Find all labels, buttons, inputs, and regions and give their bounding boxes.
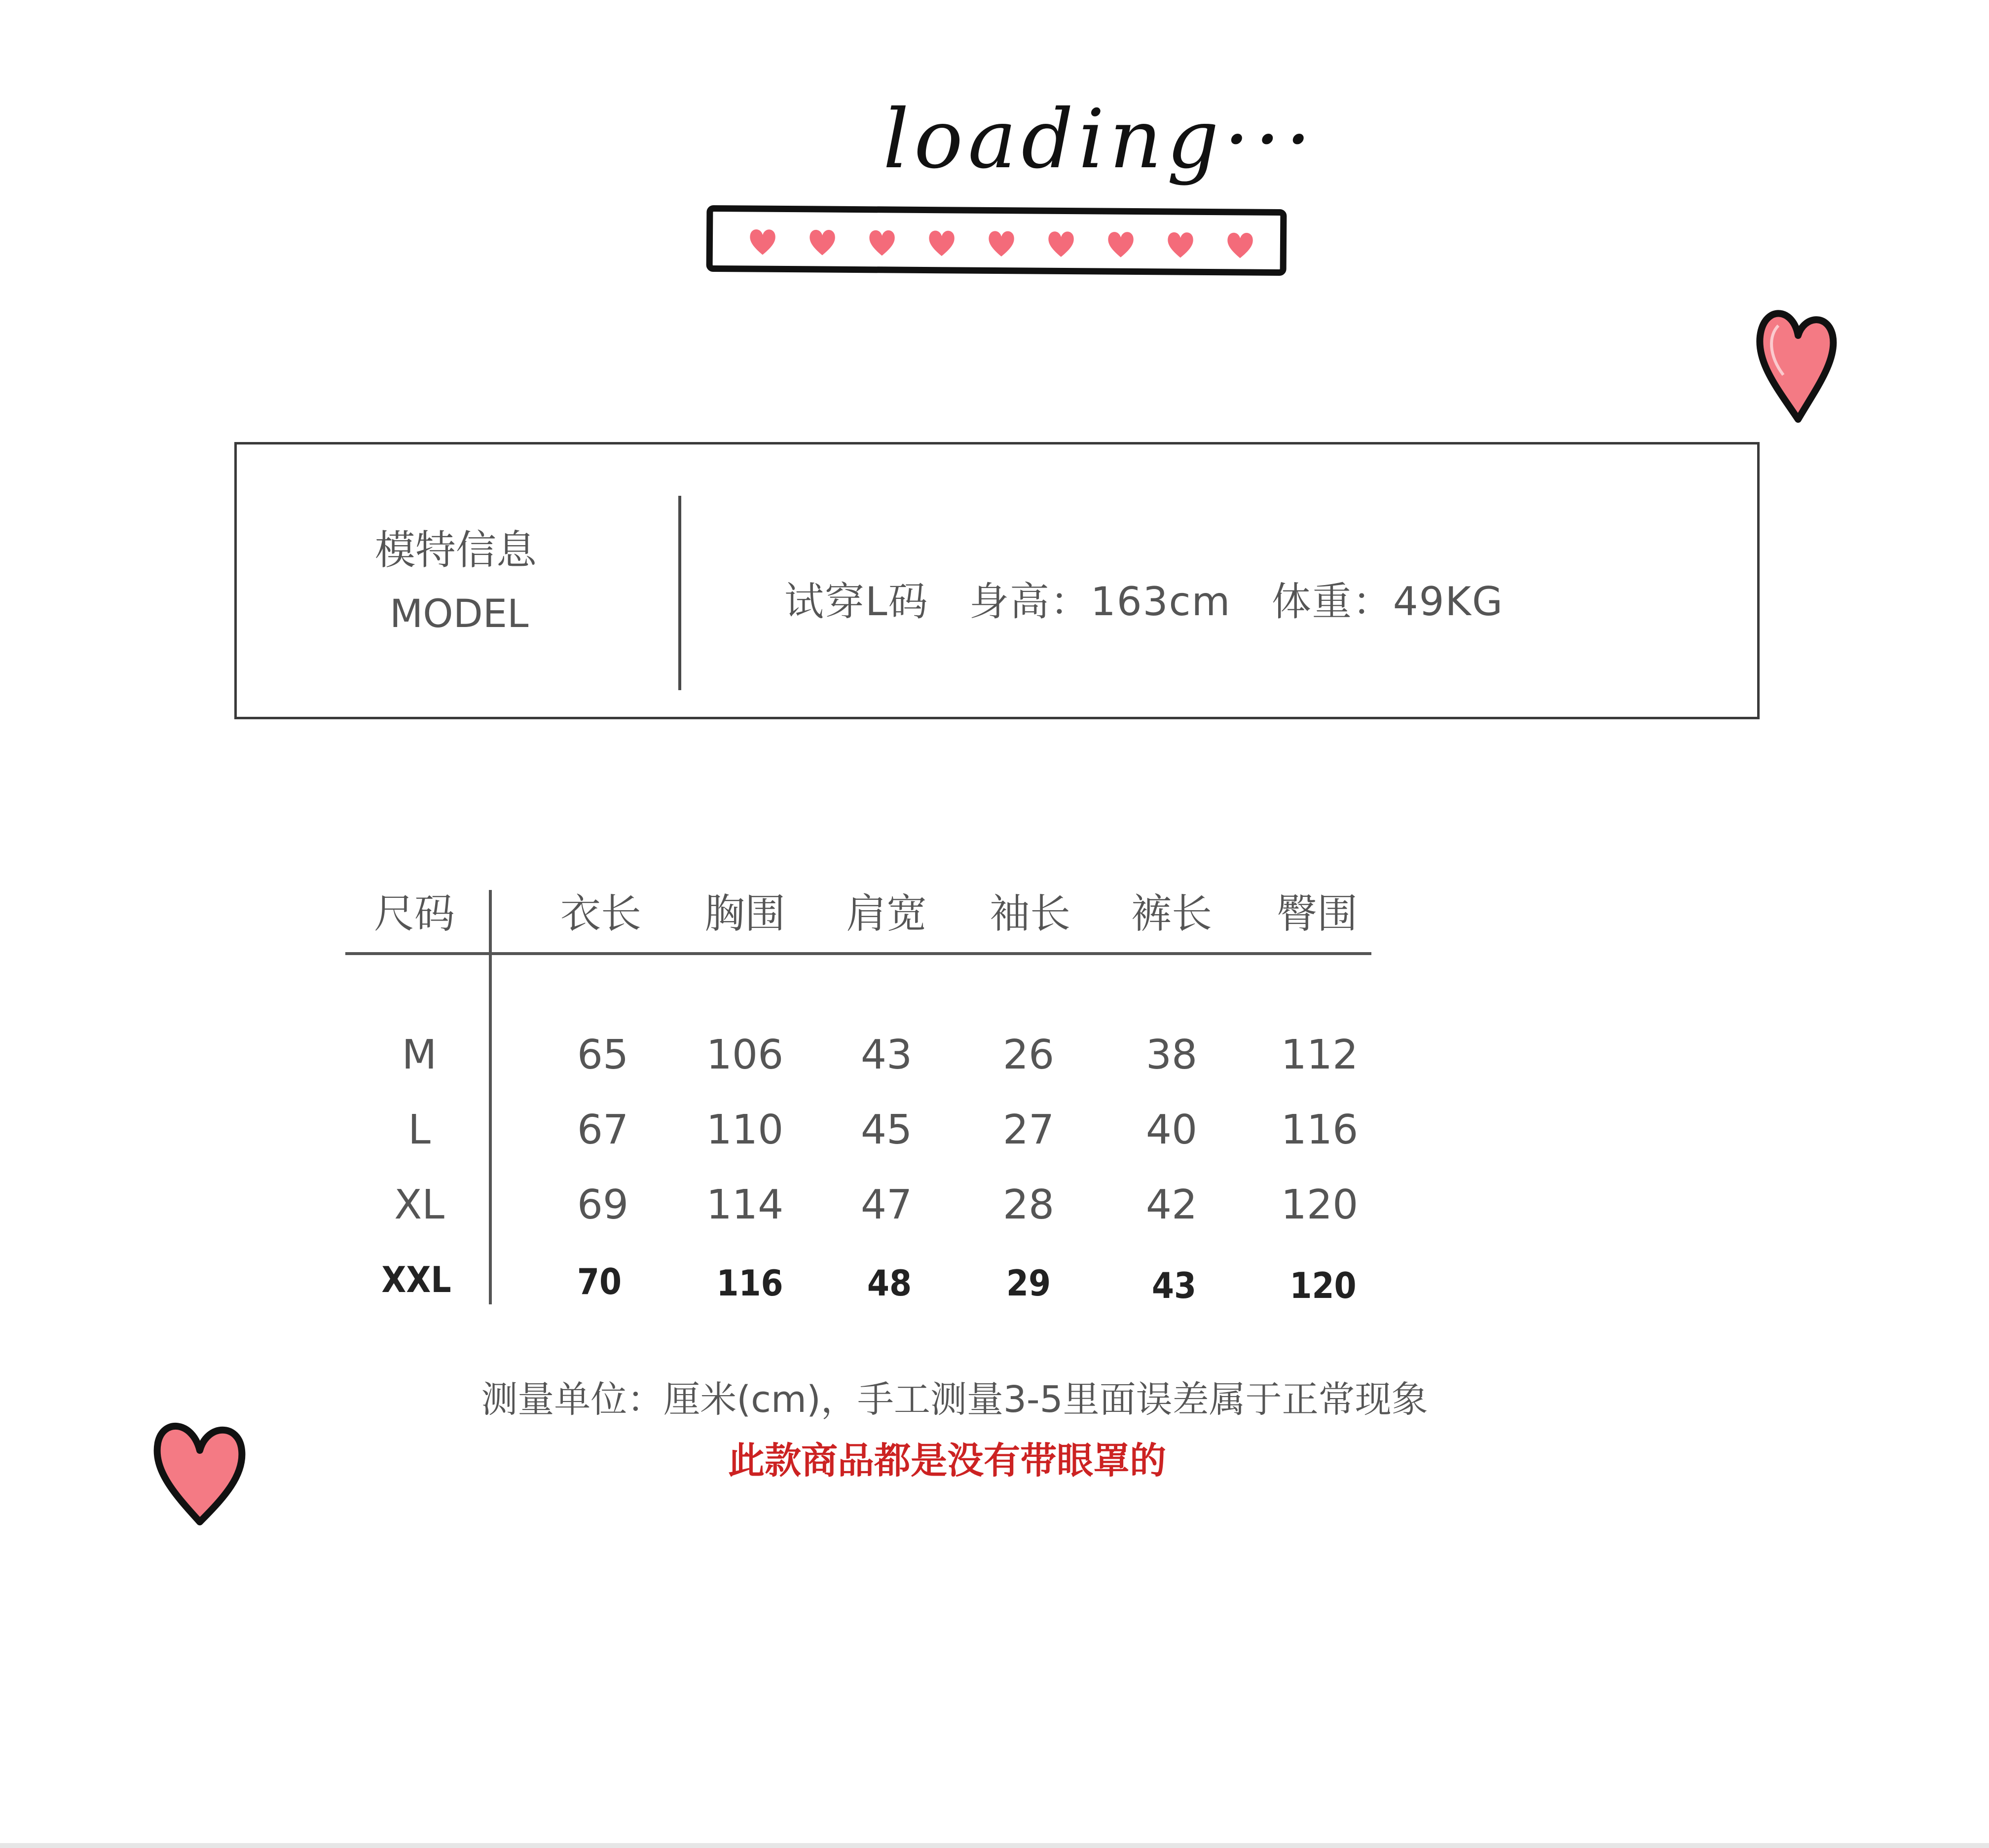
heart-icon xyxy=(926,228,957,259)
model-info-subtitle: MODEL xyxy=(390,592,529,636)
table-header-cell: 衣长 xyxy=(560,890,641,937)
table-cell: 43 xyxy=(860,1032,913,1078)
table-cell: M xyxy=(402,1032,437,1078)
table-cell: 45 xyxy=(860,1107,913,1153)
table-cell: 120 xyxy=(1289,1265,1357,1306)
table-cell: XL xyxy=(394,1182,444,1228)
table-cell: 110 xyxy=(706,1107,784,1153)
bottom-border xyxy=(0,1843,1989,1848)
table-cell: XXL xyxy=(381,1259,451,1300)
heart-icon xyxy=(1046,229,1076,259)
table-cell: 112 xyxy=(1281,1032,1359,1078)
table-header-cell: 袖长 xyxy=(989,890,1070,937)
table-cell: 114 xyxy=(706,1182,784,1228)
heart-icon xyxy=(1105,229,1136,260)
table-header-cell: 臀围 xyxy=(1276,890,1358,937)
table-cell: 28 xyxy=(1002,1182,1055,1228)
table-cell: 43 xyxy=(1151,1265,1197,1306)
table-cell: 67 xyxy=(577,1107,629,1153)
heart-icon xyxy=(1749,296,1847,429)
heart-icon xyxy=(1225,230,1255,260)
table-header-cell: 尺码 xyxy=(373,890,455,937)
measurement-note: 测量单位：厘米(cm)，手工测量3-5里面误差属于正常现象 xyxy=(481,1378,1428,1421)
table-cell: 38 xyxy=(1145,1032,1198,1078)
table-cell: 29 xyxy=(1006,1262,1051,1304)
table-cell: 27 xyxy=(1002,1107,1055,1153)
loading-title: loading··· xyxy=(883,92,1317,186)
table-cell: 48 xyxy=(867,1262,912,1304)
table-cell: 70 xyxy=(577,1261,622,1302)
table-cell: 65 xyxy=(577,1032,629,1078)
heart-icon xyxy=(1165,229,1196,260)
table-cell: L xyxy=(408,1107,431,1153)
heart-icon xyxy=(867,227,897,258)
model-stats: 试穿L码 身高：163cm 体重：49KG xyxy=(784,579,1504,625)
table-cell: 120 xyxy=(1281,1182,1359,1228)
table-header-cell: 胸围 xyxy=(704,890,785,937)
heart-icon xyxy=(747,226,778,257)
loading-progress-bar xyxy=(706,205,1287,276)
table-cell: 106 xyxy=(706,1032,784,1078)
table-header-divider xyxy=(345,952,1371,955)
table-header-cell: 裤长 xyxy=(1131,890,1212,937)
table-cell: 116 xyxy=(1281,1107,1359,1153)
model-info-title: 模特信息 xyxy=(375,527,537,574)
table-cell: 47 xyxy=(860,1182,913,1228)
warning-note: 此款商品都是没有带眼罩的 xyxy=(728,1440,1166,1482)
heart-icon xyxy=(807,227,838,258)
divider xyxy=(678,496,681,690)
table-header-cell: 肩宽 xyxy=(846,890,927,937)
table-cell: 40 xyxy=(1145,1107,1198,1153)
table-cell: 26 xyxy=(1002,1032,1055,1078)
heart-icon xyxy=(986,228,1017,259)
table-cell: 69 xyxy=(577,1182,629,1228)
table-column-divider xyxy=(489,890,492,1304)
table-cell: 42 xyxy=(1145,1182,1198,1228)
table-cell: 116 xyxy=(716,1262,783,1304)
